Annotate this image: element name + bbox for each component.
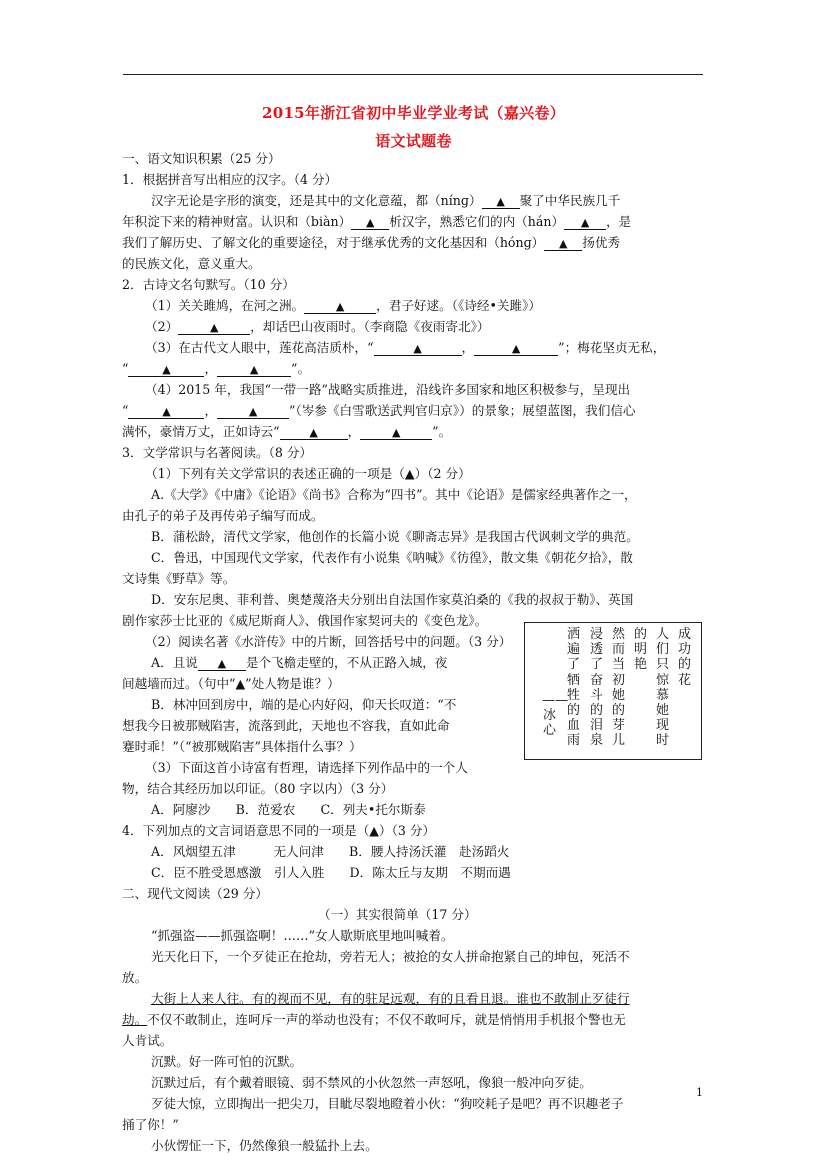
blank-mark: ▲ xyxy=(511,342,521,355)
poem-column: 成功的花 xyxy=(677,627,691,688)
blank-mark: ▲ xyxy=(413,342,422,355)
option-a-line-1: A.《大学》《中庸》《论语》《尚书》合称为“四书”。其中《论语》是儒家经典著作之一， xyxy=(151,487,637,502)
text: （2） xyxy=(145,319,179,334)
answer-blank[interactable] xyxy=(198,656,246,671)
poem-column: 浸透了奋斗的泪泉 xyxy=(589,627,603,749)
text: ”（岑参《白雪歌送武判官归京》）的景象；展望蓝图，我们信心 xyxy=(289,403,636,418)
poem-column: 然而当初她的芽儿 xyxy=(611,627,625,749)
question-4-options-2: C．臣不胜受恩感激 引人入胜 D．陈太丘与友期 不期而遇 xyxy=(151,865,511,880)
question-1-line-1 xyxy=(151,192,620,209)
question-4-options-1: A．风烟望五津 无人问津 B．腰人持汤沃灌 赴汤蹈火 xyxy=(151,844,510,859)
question-3-2-b-line-3: 蹇时乖！”（“被那贼陷害”具体指什么事？） xyxy=(122,739,362,754)
question-3-3-options: A．阿廖沙 B．范爱农 C．列夫•托尔斯泰 xyxy=(151,802,426,817)
passage-paragraph-6-line-2: 捅了你！” xyxy=(122,1117,179,1132)
exam-subtitle: 语文试题卷 xyxy=(375,132,452,150)
poem-column: 洒遍了牺牲的血雨 xyxy=(566,627,580,749)
text: 是个飞檐走壁的，不从正路入城，夜 xyxy=(245,655,448,670)
blank-mark: ▲ xyxy=(217,657,227,670)
question-2-4-line-3 xyxy=(122,423,451,440)
question-1-line-2 xyxy=(122,213,631,230)
question-1-line-3 xyxy=(122,234,620,251)
passage-paragraph-2-line-2: 放。 xyxy=(122,970,148,985)
passage-paragraph-1: “抓强盗——抓强盗啊！……”女人歇斯底里地叫喊着。 xyxy=(151,928,454,943)
text: ”。 xyxy=(291,361,311,376)
question-2-2 xyxy=(145,318,489,335)
answer-blank[interactable] xyxy=(482,194,520,209)
option-a-line-2: 由孔子的弟子及再传弟子编写而成。 xyxy=(122,508,324,523)
exam-title: 2015年浙江省初中毕业学业考试（嘉兴卷） xyxy=(261,104,566,122)
passage-paragraph-3-line-2 xyxy=(122,1011,626,1028)
section-2-heading: 二、现代文阅读（29 分） xyxy=(122,886,268,901)
blank-mark: ▲ xyxy=(365,216,375,229)
blank-mark: ▲ xyxy=(580,216,590,229)
header-rule xyxy=(123,74,703,75)
passage-paragraph-3-line-1: 大街上人来人往。有的视而不见，有的驻足远观，有的且看且退。谁也不敢制止歹徒行 xyxy=(151,991,630,1006)
text: （1）关关雎鸠，在河之洲。 xyxy=(145,298,305,313)
question-1: 1．根据拼音写出相应的汉字。（4 分） xyxy=(122,172,338,187)
blank-mark: ▲ xyxy=(209,321,219,334)
question-2-1 xyxy=(145,297,541,314)
text: ，却话巴山夜雨时。（李商隐《夜雨寄北》） xyxy=(250,319,490,334)
answer-blank[interactable] xyxy=(178,320,250,335)
question-2: 2．古诗文名句默写。（10 分） xyxy=(122,277,295,292)
question-3-2-b-line-1: B．林冲回到房中，端的是心内好闷，仰天长叹道：“不 xyxy=(151,697,457,712)
question-4: 4．下列加点的文言词语意思不同的一项是（▲）（3 分） xyxy=(122,823,436,838)
page-number: 1 xyxy=(696,1086,703,1099)
option-c-line-1: C．鲁迅，中国现代文学家，代表作有小说集《呐喊》《彷徨》，散文集《朝花夕拾》，散 xyxy=(151,550,633,565)
blank-mark: ▲ xyxy=(248,405,258,418)
answer-blank[interactable] xyxy=(564,215,606,230)
text: ，君子好逑。（《诗经•关雎》） xyxy=(376,298,541,313)
text: 扬优秀 xyxy=(582,235,621,250)
blank-mark: ▲ xyxy=(249,363,259,376)
question-3-1: （1）下列有关文学常识的表述正确的一项是（▲）（2 分） xyxy=(145,466,471,481)
text: ， xyxy=(461,340,475,355)
question-3-3-line-1: （3）下面这首小诗富有哲理，请选择下列作品中的一个人 xyxy=(145,760,468,775)
passage-paragraph-4: 沉默。好一阵可怕的沉默。 xyxy=(151,1054,303,1069)
text: 年积淀下来的精神财富。认识和（biàn） xyxy=(122,214,352,229)
question-1-line-4: 的民族文化，意义重大。 xyxy=(122,256,261,271)
question-3-2-a-line-1 xyxy=(151,654,447,671)
answer-blank[interactable] xyxy=(474,341,558,356)
answer-blank[interactable] xyxy=(280,425,348,440)
option-b: B．蒲松龄，清代文学家，他创作的长篇小说《聊斋志异》是我国古代讽刺文学的典范。 xyxy=(151,529,639,544)
section-1-heading: 一、语文知识积累（25 分） xyxy=(122,151,281,166)
text: 汉字无论是字形的演变，还是其中的文化意蕴，都（nínɡ） xyxy=(151,193,482,208)
poem-author: ——冰心 xyxy=(542,693,568,739)
text: ”；梅花坚贞无私， xyxy=(558,340,666,355)
text: ， xyxy=(347,424,361,439)
answer-blank[interactable] xyxy=(128,404,204,419)
text: 聚了中华民族几千 xyxy=(519,193,621,208)
blank-mark: ▲ xyxy=(335,300,345,313)
text: 不仅不敢制止，连呵斥一声的举动也没有；不仅不敢呵斥，就是悄悄用手机报个警也无 xyxy=(147,1012,626,1027)
option-d-line-2: 剧作家莎士比亚的《威尼斯商人》、俄国作家契诃夫的《变色龙》。 xyxy=(122,613,488,628)
text: ”。 xyxy=(432,424,452,439)
question-2-4-line-1: （4）2015 年，我国“一带一路”战略实质推进，沿线许多国家和地区积极参与，呈现出 xyxy=(145,382,631,397)
blank-mark: ▲ xyxy=(391,426,401,439)
passage-paragraph-5: 沉默过后，有个戴着眼镜、弱不禁风的小伙忽然一声怒吼，像狼一般冲向歹徒。 xyxy=(151,1075,592,1090)
answer-blank[interactable] xyxy=(217,404,289,419)
text: 析汉字，熟悉它们的内（hán） xyxy=(389,214,565,229)
question-3: 3．文学常识与名著阅读。（8 分） xyxy=(122,445,313,460)
answer-blank[interactable] xyxy=(374,341,462,356)
text: ， xyxy=(204,403,218,418)
text: （3）在古代文人眼中，莲花高洁质朴，“ xyxy=(145,340,374,355)
text: 劫。 xyxy=(122,1012,148,1027)
text: 我们了解历史、了解文化的重要途径，对于继承优秀的文化基因和（hónɡ） xyxy=(122,235,545,250)
poem-column: 人们只惊慕她现时 xyxy=(655,627,669,749)
blank-mark: ▲ xyxy=(309,426,318,439)
question-2-3-line-1 xyxy=(145,339,665,356)
answer-blank[interactable] xyxy=(304,299,376,314)
question-3-2: （2）阅读名著《水浒传》中的片断，回答括号中的问题。（3 分） xyxy=(145,634,512,649)
question-2-4-line-2 xyxy=(122,402,636,419)
blank-mark: ▲ xyxy=(559,237,568,250)
answer-blank[interactable] xyxy=(128,362,204,377)
question-3-3-line-2: 物，结合其经历加以印证。（80 字以内）（3 分） xyxy=(122,781,394,796)
passage-paragraph-3-line-3: 人肯试。 xyxy=(122,1033,173,1048)
blank-mark: ▲ xyxy=(496,195,505,208)
passage-title: （一）其实很简单（17 分） xyxy=(318,907,477,922)
question-3-2-b-line-2: 想我今日被那贼陷害，流落到此，天地也不容我，直如此命 xyxy=(122,718,450,733)
passage-paragraph-7: 小伙愣怔一下，仍然像狼一般猛扑上去。 xyxy=(151,1138,378,1153)
text: “ xyxy=(122,361,129,376)
passage-paragraph-6-line-1: 歹徒大惊，立即掏出一把尖刀，目眦尽裂地瞪着小伙：“狗咬耗子是吧？再不识趣老子 xyxy=(151,1096,624,1111)
text: “ xyxy=(122,403,129,418)
answer-blank[interactable] xyxy=(217,362,291,377)
answer-blank[interactable] xyxy=(360,425,432,440)
text: ， xyxy=(204,361,218,376)
text: ，是 xyxy=(606,214,632,229)
poem-box xyxy=(524,622,702,760)
answer-blank[interactable] xyxy=(351,215,389,230)
question-3-2-a-line-2: 间越墙而过。（句中“▲”处人物是谁？） xyxy=(122,676,340,691)
passage-paragraph-2-line-1: 光天化日下，一个歹徒正在抢劫，旁若无人；被抢的女人拼命抱紧自己的坤包，死活不 xyxy=(151,949,630,964)
option-c-line-2: 文诗集《野草》等。 xyxy=(122,571,236,586)
blank-mark: ▲ xyxy=(162,363,171,376)
poem-column: 的明艳 xyxy=(633,627,647,673)
text: A．且说 xyxy=(151,655,198,670)
question-2-3-line-2 xyxy=(122,360,310,377)
answer-blank[interactable] xyxy=(544,236,582,251)
option-d-line-1: D．安东尼奥、菲利普、奥楚蔑洛夫分别出自法国作家莫泊桑的《我的叔叔于勒》、英国 xyxy=(151,592,634,607)
text: 满怀，豪情万丈，正如诗云“ xyxy=(122,424,280,439)
blank-mark: ▲ xyxy=(162,405,171,418)
